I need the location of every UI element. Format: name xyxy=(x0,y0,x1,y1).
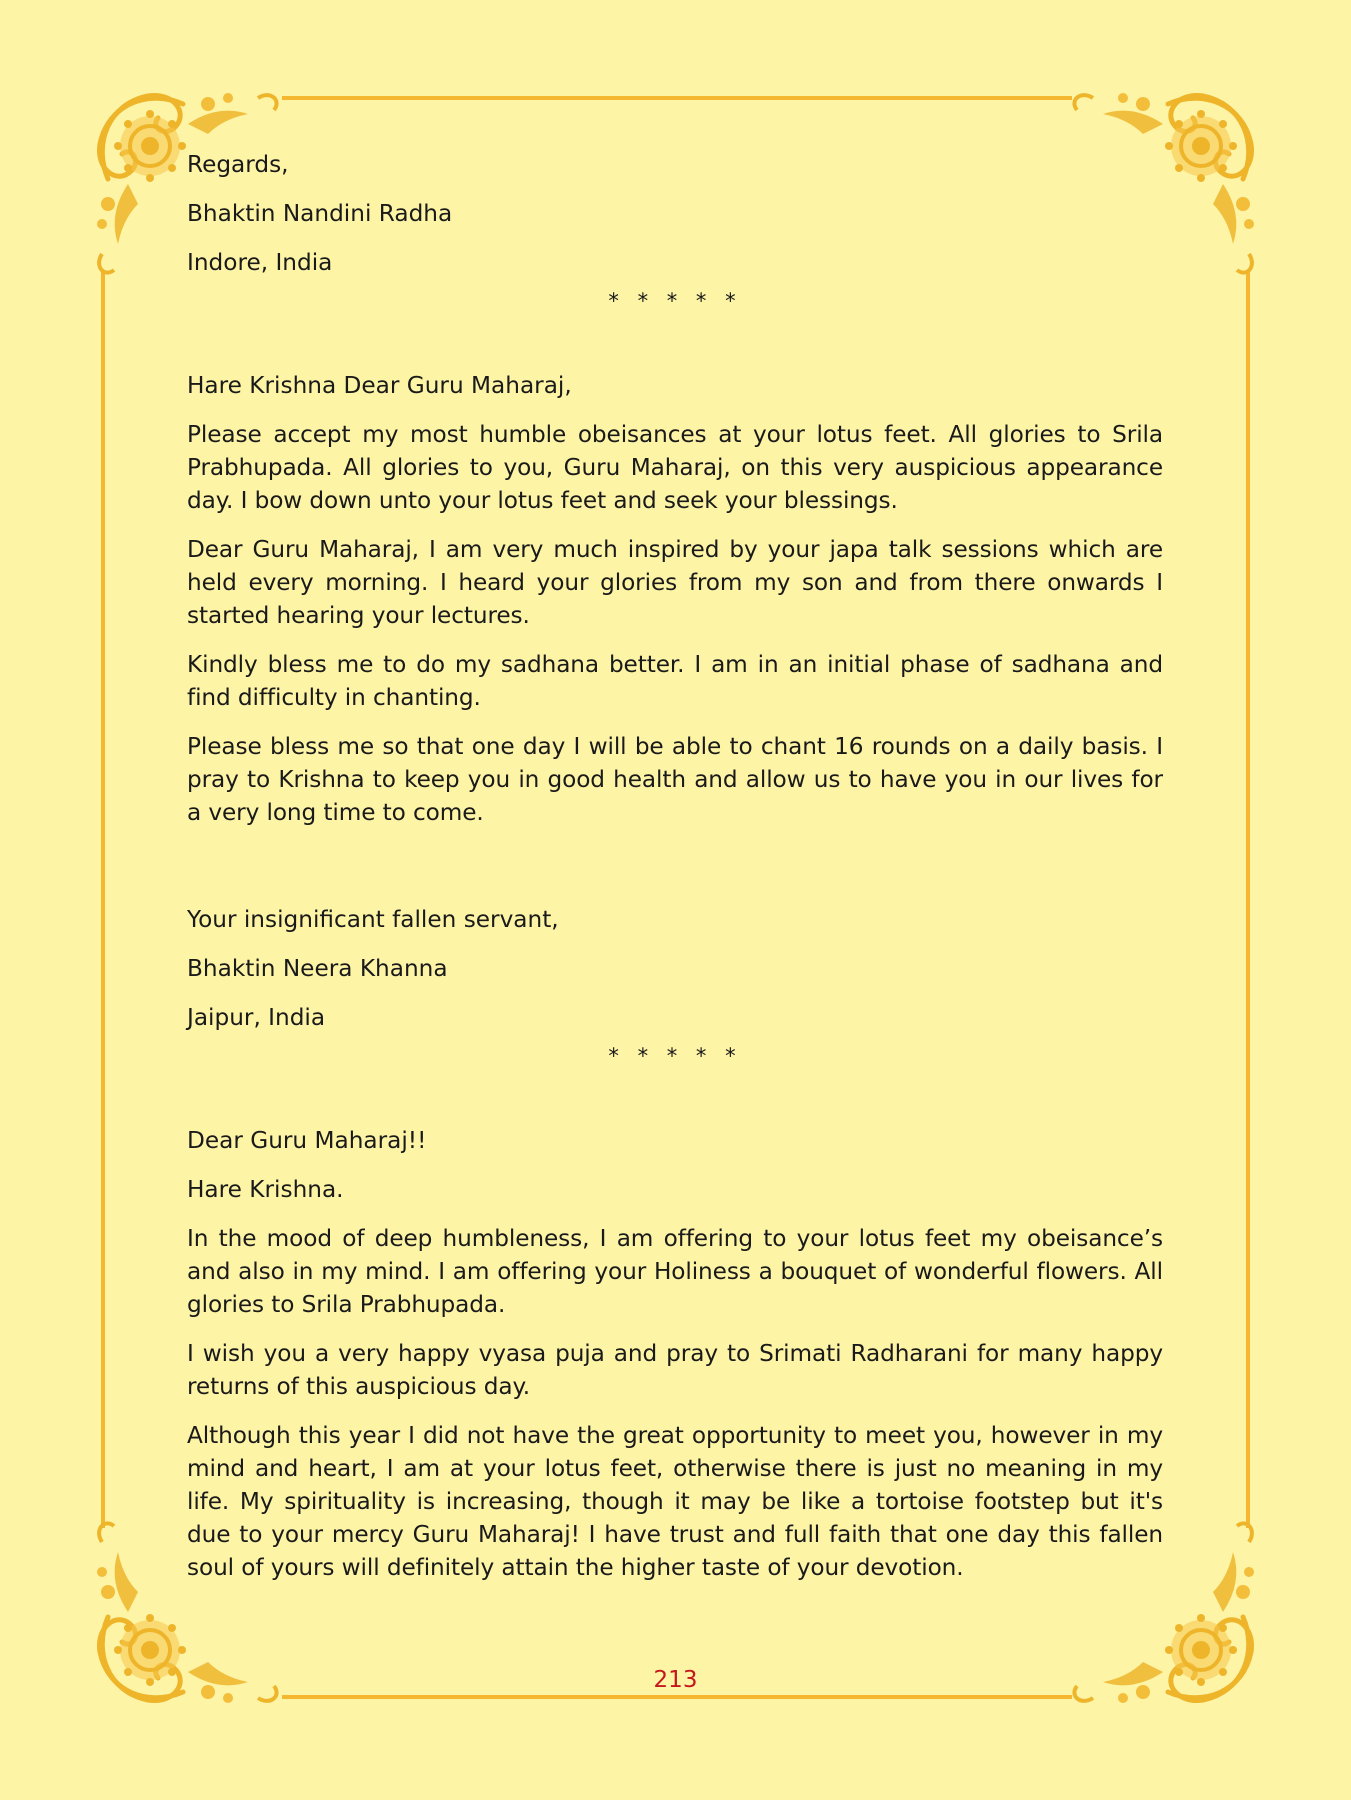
letter1-closing xyxy=(187,148,1163,279)
section-separator: * * * * * xyxy=(608,289,742,313)
letter-closing: Your insignificant fallen servant, xyxy=(187,906,559,933)
signer-name: Bhaktin Neera Khanna xyxy=(187,955,448,982)
signer-place: Jaipur, India xyxy=(187,1004,326,1031)
letter-greeting: Hare Krishna. xyxy=(187,1176,344,1203)
letter2 xyxy=(187,369,1163,1034)
signer-place: Indore, India xyxy=(187,249,333,276)
closing-regards: Regards, xyxy=(187,151,289,178)
letter-salutation: Hare Krishna Dear Guru Maharaj, xyxy=(187,372,572,399)
letter-paragraph: Dear Guru Maharaj, I am very much inspired by your japa talk sessions which are held every morning. I heard your glories from my son and from there onwards I started hearing your lectures. xyxy=(187,536,1163,629)
letter-paragraph: Although this year I did not have the great opportunity to meet you, however in my mind and heart, I am at your lotus feet, otherwise there is just no meaning in my life. My spirituality is increasing, though it may be like a tortoise footstep but it's due to your mercy Guru Maharaj! I have trust and full faith that one day this fallen soul of yours will definitely attain the higher taste of your devotion. xyxy=(187,1422,1163,1581)
letter-paragraph: Kindly bless me to do my sadhana better. I am in an initial phase of sadhana and find difficulty in chanting. xyxy=(187,651,1163,711)
letter-paragraph: Please bless me so that one day I will be able to chant 16 rounds on a daily basis. I pray to Krishna to keep you in good health and allow us to have you in our lives for a very long time to come. xyxy=(187,733,1163,826)
page-number: 213 xyxy=(653,1667,698,1693)
letter-paragraph: Please accept my most humble obeisances at your lotus feet. All glories to Srila Prabhupada. All glories to you, Guru Maharaj, on this very auspicious appearance day. I bow down unto your lotus feet and seek your blessings. xyxy=(187,421,1163,514)
letter-salutation: Dear Guru Maharaj!! xyxy=(187,1127,427,1154)
letter-paragraph: In the mood of deep humbleness, I am offering to your lotus feet my obeisance’s and also in my mind. I am offering your Holiness a bouquet of wonderful flowers. All glories to Srila Prabhupada. xyxy=(187,1225,1163,1318)
letter-paragraph: I wish you a very happy vyasa puja and pray to Srimati Radharani for many happy returns of this auspicious day. xyxy=(187,1340,1163,1400)
signer-name: Bhaktin Nandini Radha xyxy=(187,200,453,227)
letter3 xyxy=(187,1124,1163,1584)
page-content xyxy=(187,148,1163,1600)
section-separator: * * * * * xyxy=(608,1044,742,1068)
